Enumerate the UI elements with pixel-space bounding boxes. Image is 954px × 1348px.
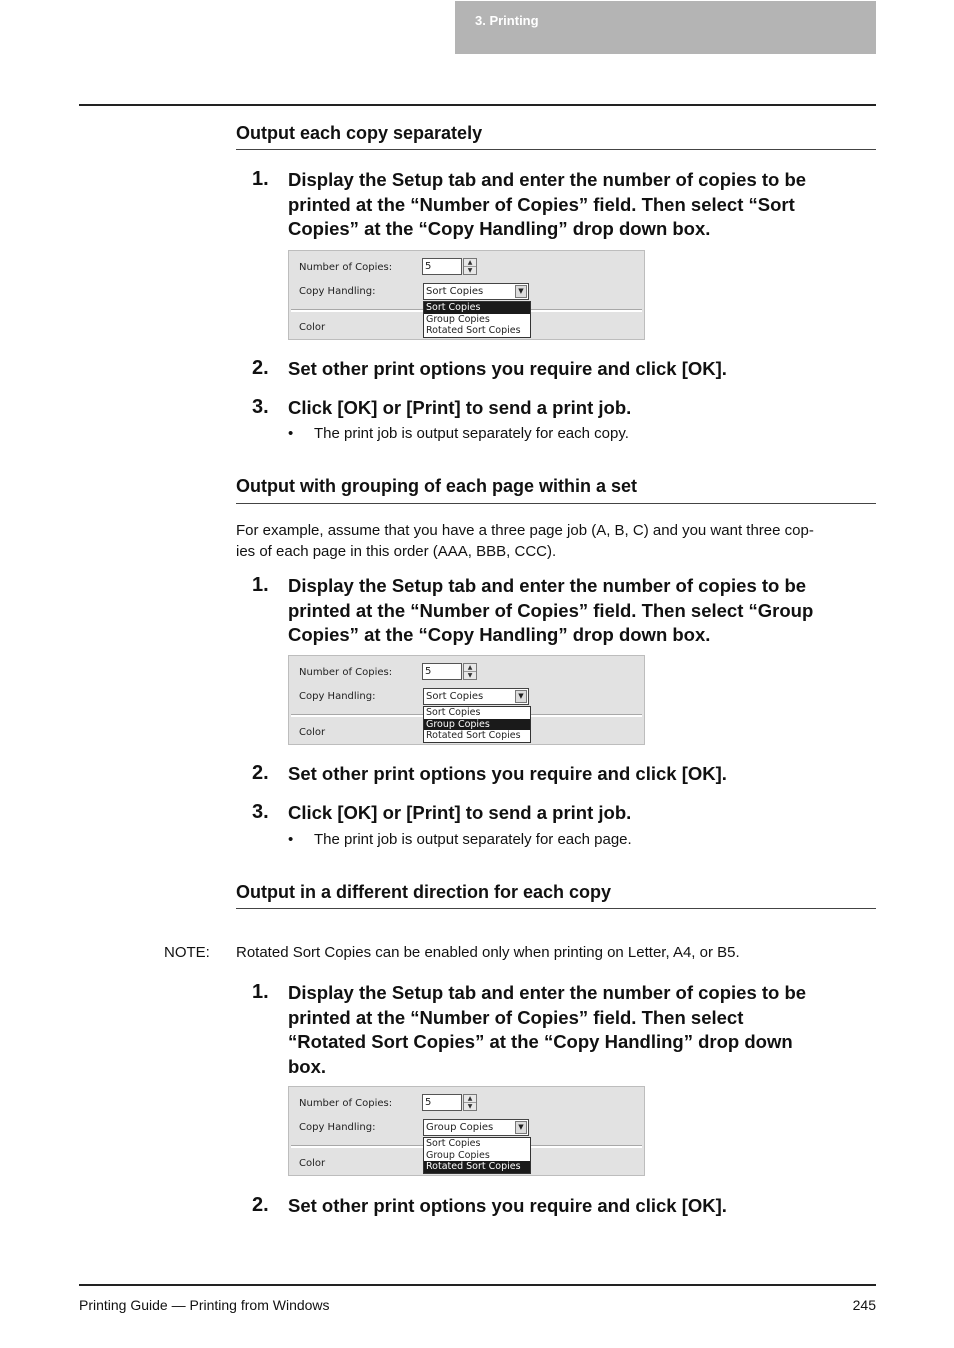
- step-text: Click [OK] or [Print] to send a print job.: [288, 397, 632, 418]
- option-rotated-sort-copies[interactable]: Rotated Sort Copies: [426, 325, 521, 336]
- step-text: Display the Setup tab and enter the number of copies to be printed at the “Number of Copies” field. Then select “Sort Copies” at the “Copy Handling” drop down box.: [288, 169, 807, 239]
- copy-handling-options[interactable]: [423, 706, 531, 743]
- number-of-copies-label: Number of Copies:: [299, 1098, 393, 1109]
- dropdown-arrow-icon[interactable]: ▼: [515, 1121, 527, 1134]
- option-sort-copies[interactable]: Sort Copies: [426, 1138, 481, 1149]
- copy-handling-label: Copy Handling:: [299, 691, 376, 702]
- step-number: 3.: [252, 396, 269, 418]
- step-text: Display the Setup tab and enter the number of copies to be printed at the “Number of Copies” field. Then select “Rotated Sort Copies” at the “Copy Handling” drop down box.: [288, 982, 807, 1077]
- copy-handling-label: Copy Handling:: [299, 1122, 376, 1133]
- copies-field[interactable]: 5: [422, 1094, 462, 1111]
- footer-title: Printing Guide — Printing from Windows: [79, 1297, 330, 1313]
- number-of-copies-label: Number of Copies:: [299, 262, 393, 273]
- copy-handling-dialog-screenshot: [288, 250, 645, 340]
- step-number: 1.: [252, 981, 269, 1003]
- copy-handling-select[interactable]: Sort Copies ▼: [423, 283, 529, 300]
- option-rotated-sort-copies[interactable]: Rotated Sort Copies: [426, 730, 521, 741]
- option-sort-copies[interactable]: Sort Copies: [424, 302, 530, 314]
- copies-spinner[interactable]: [463, 1094, 477, 1111]
- section-rule: [236, 149, 876, 150]
- note-label: NOTE:: [164, 944, 210, 961]
- bullet-note: • The print job is output separately for each copy.: [288, 425, 629, 442]
- copy-handling-options[interactable]: [423, 1137, 531, 1174]
- step-number: 3.: [252, 801, 269, 823]
- copies-field[interactable]: 5: [422, 663, 462, 680]
- spin-up-icon[interactable]: ▲: [464, 664, 476, 672]
- option-sort-copies[interactable]: Sort Copies: [426, 707, 481, 718]
- copy-handling-dialog-screenshot: [288, 655, 645, 745]
- spin-down-icon[interactable]: ▼: [467, 1103, 473, 1110]
- copy-handling-select[interactable]: Group Copies ▼: [423, 1119, 529, 1136]
- step-text: Set other print options you require and click [OK].: [288, 763, 727, 784]
- copy-handling-options[interactable]: [423, 301, 531, 338]
- section-rule: [236, 908, 876, 909]
- step-number: 1.: [252, 574, 269, 596]
- bullet-note: • The print job is output separately for each page.: [288, 831, 632, 848]
- step-text: Display the Setup tab and enter the number of copies to be printed at the “Number of Copies” field. Then select “Group Copies” at the “Copy Handling” drop down box.: [288, 575, 814, 645]
- spin-up-icon[interactable]: ▲: [464, 1095, 476, 1103]
- step-text: Click [OK] or [Print] to send a print job.: [288, 802, 632, 823]
- section-title: Output with grouping of each page within a set: [236, 476, 637, 496]
- spin-up-icon[interactable]: ▲: [464, 259, 476, 267]
- spin-down-icon[interactable]: ▼: [467, 672, 473, 679]
- step-number: 2.: [252, 1194, 269, 1216]
- copies-spinner[interactable]: [463, 258, 477, 275]
- step-text: Set other print options you require and click [OK].: [288, 1195, 727, 1216]
- chapter-tab: [455, 1, 876, 54]
- section-title: Output in a different direction for each copy: [236, 882, 612, 902]
- option-group-copies[interactable]: Group Copies: [426, 1149, 490, 1161]
- number-of-copies-label: Number of Copies:: [299, 667, 393, 678]
- section-title: Output each copy separately: [236, 123, 483, 143]
- step-number: 2.: [252, 357, 269, 379]
- section-rule: [236, 503, 876, 504]
- spin-down-icon[interactable]: ▼: [467, 267, 473, 274]
- step-number: 2.: [252, 762, 269, 784]
- copies-spinner[interactable]: [463, 663, 477, 680]
- color-label: Color: [299, 1158, 326, 1169]
- color-label: Color: [299, 727, 326, 738]
- copy-handling-label: Copy Handling:: [299, 286, 376, 297]
- option-group-copies[interactable]: Group Copies: [426, 313, 490, 325]
- bottom-rule: [79, 1284, 876, 1286]
- copy-handling-dialog-screenshot: [288, 1086, 645, 1176]
- option-rotated-sort-copies[interactable]: Rotated Sort Copies: [424, 1161, 530, 1173]
- dropdown-arrow-icon[interactable]: ▼: [515, 285, 527, 298]
- copies-field[interactable]: 5: [422, 258, 462, 275]
- chapter-tab-label: 3. Printing: [475, 13, 539, 28]
- page-number: 245: [852, 1297, 876, 1313]
- step-text: Set other print options you require and click [OK].: [288, 358, 727, 379]
- intro-paragraph: For example, assume that you have a three page job (A, B, C) and you want three cop- ies of each page in this order (AAA, BBB, CCC).: [236, 522, 814, 560]
- top-rule: [79, 104, 876, 106]
- copy-handling-select[interactable]: Sort Copies ▼: [423, 688, 529, 705]
- dropdown-arrow-icon[interactable]: ▼: [515, 690, 527, 703]
- color-label: Color: [299, 322, 326, 333]
- step-number: 1.: [252, 168, 269, 190]
- note-text: Rotated Sort Copies can be enabled only when printing on Letter, A4, or B5.: [236, 944, 740, 961]
- option-group-copies[interactable]: Group Copies: [424, 719, 530, 731]
